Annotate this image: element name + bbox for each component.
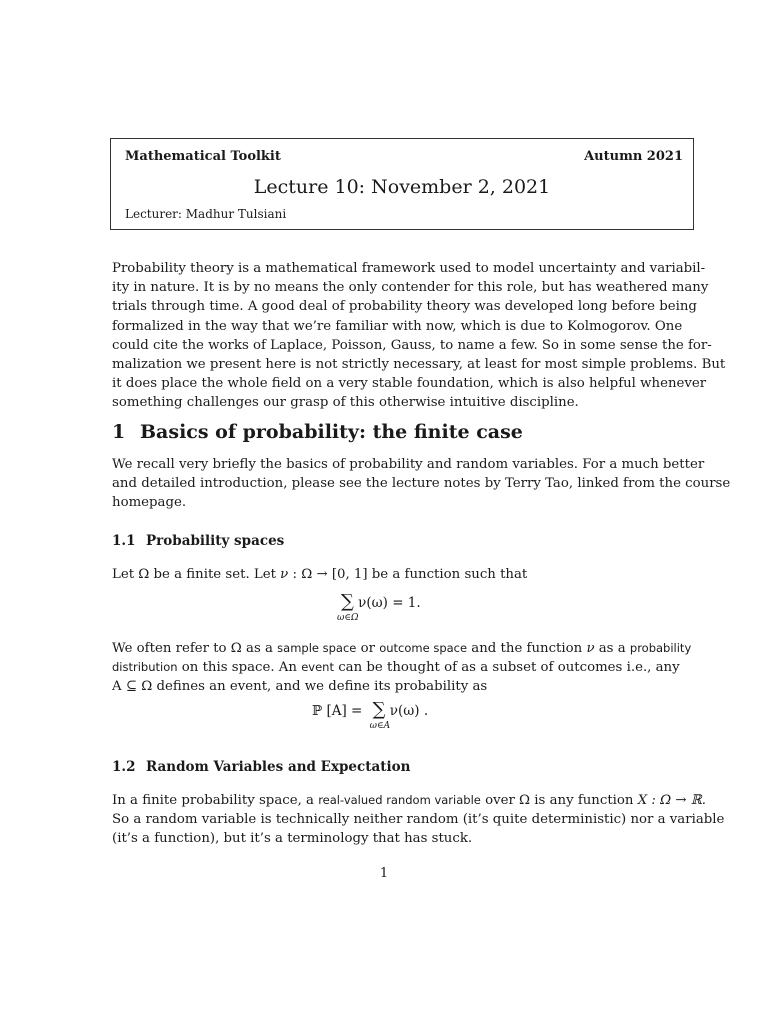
text-fragment: : Ω → [0, 1] be a function such that — [288, 567, 528, 582]
text-line: We recall very briefly the basics of probability and random variables. For a much better — [112, 457, 705, 472]
subsection-number: 1.1 — [112, 533, 136, 549]
section1-paragraph — [112, 455, 731, 513]
text-fragment: as a — [594, 641, 630, 656]
section-number: 1 — [112, 421, 126, 443]
math-function: X : Ω → ℝ. — [637, 793, 707, 808]
equation-body: ν(ω) . — [389, 703, 429, 719]
text-line: ity in nature. It is by no means the only contender for this role, but has weathered many — [112, 280, 709, 296]
equation-body: ν(ω) = 1. — [358, 595, 421, 611]
subsection-title: Probability spaces — [146, 533, 285, 549]
lecture-header-box — [110, 138, 694, 230]
term-event: event — [301, 660, 334, 675]
subsection-heading — [112, 533, 284, 549]
text-fragment: We often refer to Ω as a — [112, 641, 278, 656]
subsection-number: 1.2 — [112, 759, 136, 775]
text-line: Probability theory is a mathematical framework used to model uncertainty and variabil- — [112, 261, 706, 276]
text-fragment: over Ω is any function — [480, 793, 638, 808]
term-distribution: distribution — [112, 660, 178, 675]
math-nu: ν — [280, 567, 289, 582]
subsection-heading — [112, 759, 410, 775]
subsection1-2-paragraph — [112, 791, 725, 849]
term-probability: probability — [629, 641, 692, 655]
text-line: formalized in the way that we’re familiar with now, which is due to Kolmogorov. One — [112, 318, 683, 334]
text-fragment: and the function — [467, 641, 587, 656]
text-line: it does place the whole field on a very stable foundation, which is also helpful whenever — [112, 376, 707, 392]
text-line: trials through time. A good deal of probability theory was developed long before being — [112, 299, 697, 315]
page-number: 1 — [379, 866, 389, 881]
text-line: (it’s a function), but it’s a terminology that has stuck. — [112, 831, 473, 847]
text-line: A ⊆ Ω defines an event, and we define its probability as — [112, 679, 488, 695]
intro-paragraph — [112, 259, 726, 413]
text-line: homepage. — [112, 495, 187, 511]
sum-symbol: ∑ ω∈Ω — [337, 591, 359, 623]
text-fragment: Let Ω be a finite set. Let — [112, 567, 281, 582]
section-heading — [112, 421, 523, 443]
text-fragment: or — [356, 641, 380, 656]
subsection1-1-line1 — [112, 565, 657, 584]
subsection1-1-paragraph2 — [112, 639, 692, 697]
subsection-title: Random Variables and Expectation — [146, 759, 411, 775]
sum-subscript: ω∈A — [369, 721, 391, 731]
text-line: something challenges our grasp of this otherwise intuitive discipline. — [112, 395, 579, 411]
text-line: and detailed introduction, please see the lecture notes by Terry Tao, linked from the course — [112, 476, 731, 492]
text-line: could cite the works of Laplace, Poisson, Gauss, to name a few. So in some sense the for- — [112, 337, 712, 353]
course-name: Mathematical Toolkit — [125, 149, 281, 164]
text-fragment: In a finite probability space, a — [112, 793, 319, 808]
equation-lhs: ℙ [A] = — [312, 703, 363, 719]
sum-subscript: ω∈Ω — [337, 613, 359, 623]
term-real-valued-random-variable: real-valued random variable — [318, 793, 481, 807]
term-outcome-space: outcome space — [379, 641, 468, 655]
lecturer: Lecturer: Madhur Tulsiani — [125, 207, 287, 221]
equation-sum-nu — [337, 591, 421, 623]
term-sample-space: sample space — [277, 641, 357, 655]
equation-event-probability — [312, 699, 429, 731]
math-nu: ν — [586, 641, 595, 656]
lecture-title: Lecture 10: November 2, 2021 — [253, 176, 551, 198]
text-line: So a random variable is technically neither random (it’s quite deterministic) nor a variable — [112, 812, 725, 828]
section-title: Basics of probability: the finite case — [140, 421, 523, 443]
text-fragment: on this space. An — [177, 660, 302, 676]
text-fragment: can be thought of as a subset of outcomes i.e., any — [333, 660, 680, 676]
text-line: malization we present here is not strictly necessary, at least for most simple problems. But — [112, 356, 726, 372]
term: Autumn 2021 — [584, 149, 683, 164]
sum-symbol: ∑ ω∈A — [369, 699, 391, 731]
